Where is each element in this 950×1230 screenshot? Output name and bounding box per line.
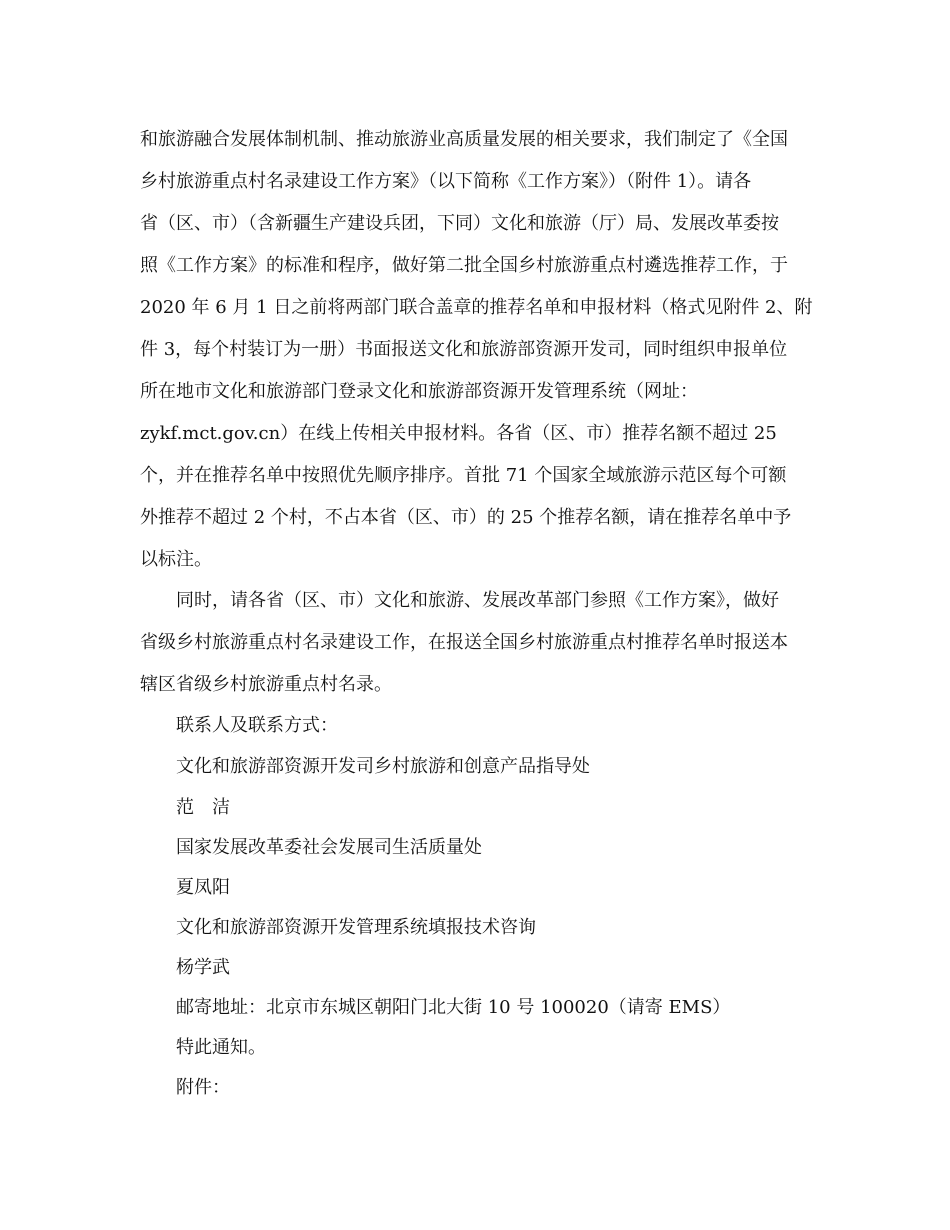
attachments-label: 附件： [176, 1077, 230, 1098]
paragraph-1-line-1: 和旅游融合发展体制机制、推动旅游业高质量发展的相关要求，我们制定了《全国 [140, 129, 788, 150]
paragraph-1-line-2: 乡村旅游重点村名录建设工作方案》（以下简称《工作方案》）（附件 1）。请各 [140, 171, 752, 192]
closing-text: 特此通知。 [176, 1037, 266, 1058]
paragraph-1-line-8: zykf.mct.gov.cn）在线上传相关申报材料。各省（区、市）推荐名额不超过 25 [140, 423, 777, 444]
contact-2-org: 国家发展改革委社会发展司生活质量处 [176, 837, 482, 858]
contact-2-name: 夏凤阳 [176, 877, 230, 898]
paragraph-2-line-2: 省级乡村旅游重点村名录建设工作，在报送全国乡村旅游重点村推荐名单时报送本 [140, 632, 788, 653]
contact-1-org: 文化和旅游部资源开发司乡村旅游和创意产品指导处 [176, 756, 590, 777]
paragraph-1-line-11: 以标注。 [140, 549, 212, 570]
mail-address: 邮寄地址：北京市东城区朝阳门北大街 10 号 100020（请寄 EMS） [176, 997, 731, 1018]
paragraph-1-line-3: 省（区、市）（含新疆生产建设兵团，下同）文化和旅游（厅）局、发展改革委按 [140, 213, 779, 234]
paragraph-1-line-9: 个，并在推荐名单中按照优先顺序排序。首批 71 个国家全域旅游示范区每个可额 [140, 465, 787, 486]
contact-3-org: 文化和旅游部资源开发管理系统填报技术咨询 [176, 917, 536, 938]
paragraph-2-line-3: 辖区省级乡村旅游重点村名录。 [140, 674, 392, 695]
paragraph-1-line-7: 所在地市文化和旅游部门登录文化和旅游部资源开发管理系统（网址： [140, 381, 698, 402]
paragraph-1-line-4: 照《工作方案》的标准和程序，做好第二批全国乡村旅游重点村遴选推荐工作，于 [140, 255, 788, 276]
paragraph-1-line-6: 件 3，每个村装订为一册）书面报送文化和旅游部资源开发司，同时组织申报单位 [140, 339, 788, 360]
paragraph-1-line-5: 2020 年 6 月 1 日之前将两部门联合盖章的推荐名单和申报材料（格式见附件 2、附 [140, 297, 813, 318]
paragraph-1-line-10: 外推荐不超过 2 个村，不占本省（区、市）的 25 个推荐名额，请在推荐名单中予 [140, 507, 792, 528]
paragraph-2-line-1: 同时，请各省（区、市）文化和旅游、发展改革部门参照《工作方案》，做好 [176, 590, 779, 611]
contact-heading: 联系人及联系方式： [176, 715, 338, 736]
contact-1-name: 范 洁 [176, 797, 230, 818]
contact-3-name: 杨学武 [176, 957, 230, 978]
